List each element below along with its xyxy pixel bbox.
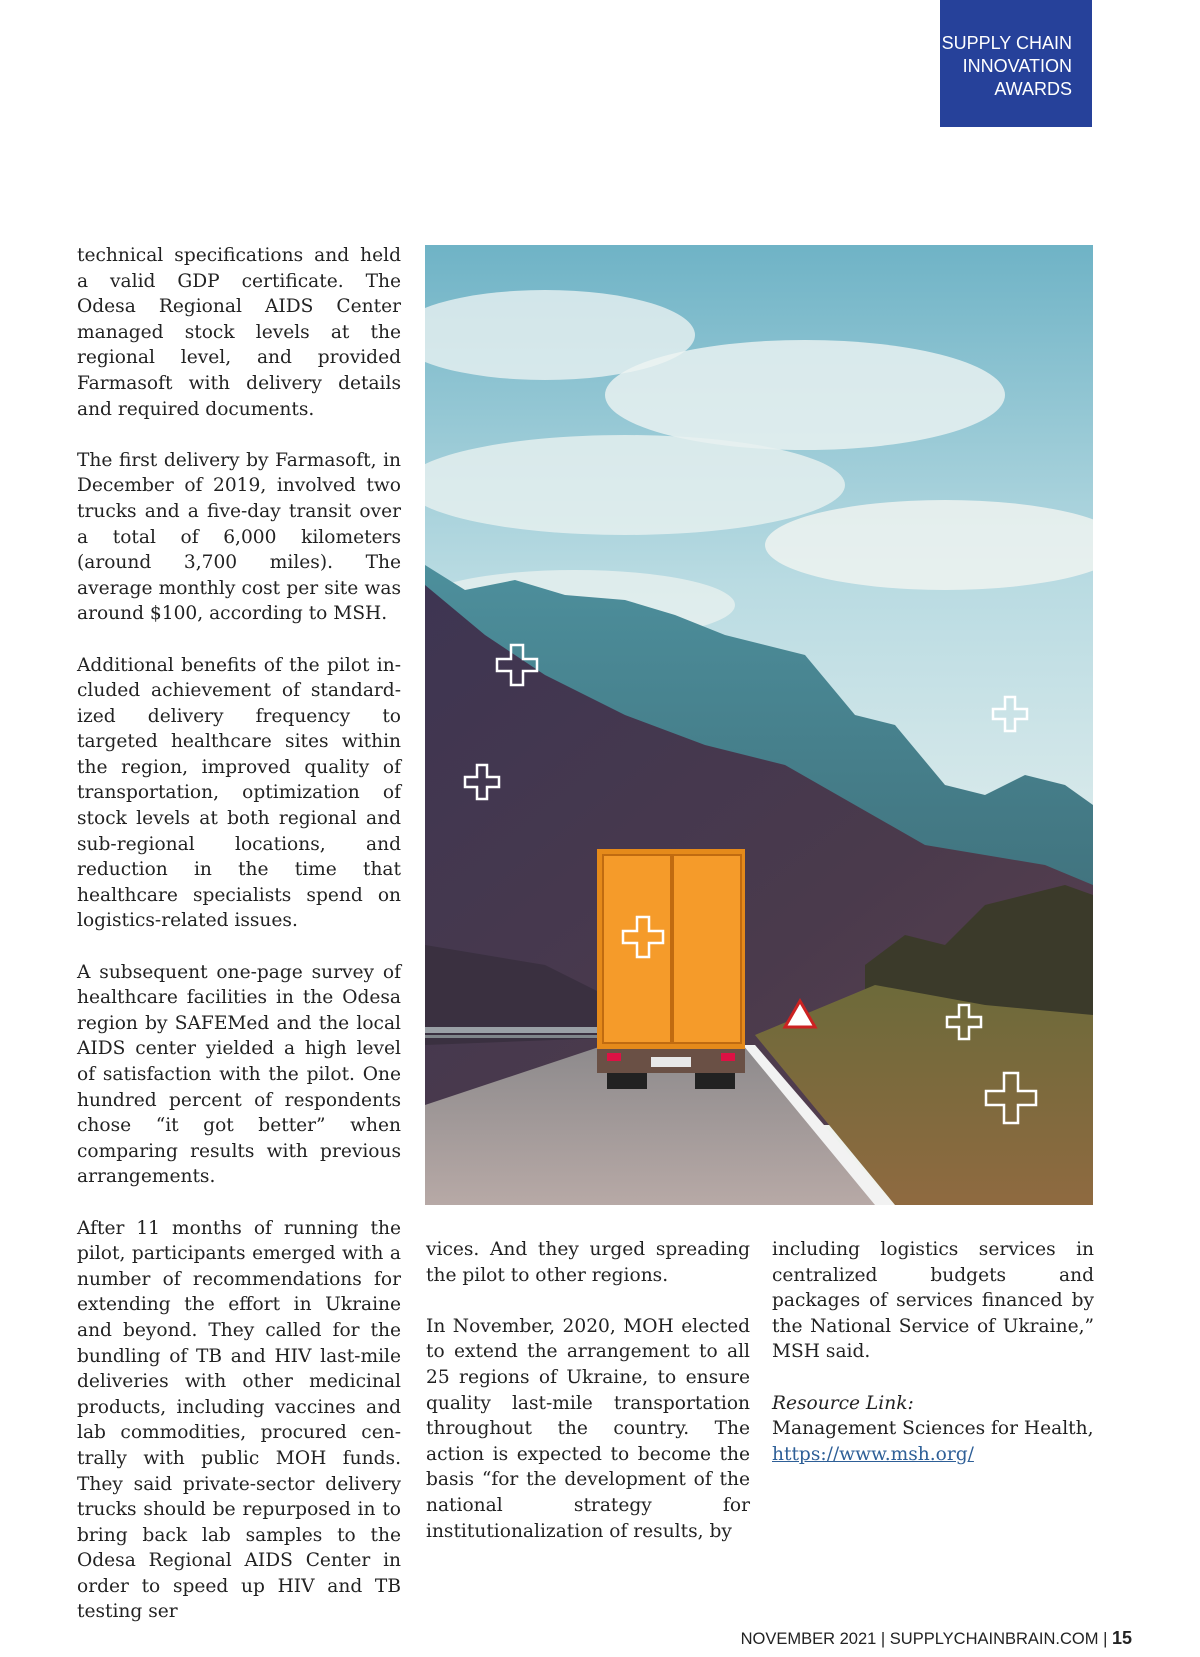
text-column-3	[772, 1237, 1094, 1467]
resource-org: Management Sciences for Health,	[772, 1418, 1094, 1440]
paragraph: including logistics services in centralized budgets and packages of services financed by the National Service of Ukraine,” MSH said.	[772, 1239, 1094, 1363]
section-tab-line2: INNOVATION	[962, 56, 1072, 76]
truck-photo	[425, 245, 1093, 1205]
paragraph: After 11 months of running the pilot, participants emerged with a number of recommendations for extending the effort in Ukraine and beyond. They called for the bundling of TB and HIV last-mile deliveries with other medicinal products, including vaccines and lab commodities, procured centrally with public MOH funds. They said private-sector delivery trucks should be repurposed in to bring back lab samples to the Odesa Regional AIDS Center in order to speed up HIV and TB testing ser	[77, 1217, 401, 1623]
section-tab-line3: AWARDS	[994, 79, 1072, 99]
paragraph: A subsequent one-page survey of healthcare facilities in the Odesa region by SAFEMed and the local AIDS center yielded a high level of satisfaction with the pilot. One hundred percent of respondents chose “it got better” when comparing results with previous arrangements.	[77, 961, 401, 1188]
resource-link[interactable]: https://www.msh.org/	[772, 1443, 974, 1465]
resource-block	[772, 1391, 1094, 1468]
paragraph: Additional benefits of the pilot included achievement of standardized delivery frequency to targeted healthcare sites within the region, improved quality of transportation, optimization of stock levels at both regional and sub-regional locations, and reduction in the time that healthcare specialists spend on logistics-related issues.	[77, 654, 401, 932]
section-tab-line1: SUPPLY CHAIN	[941, 33, 1072, 53]
text-column-1	[77, 243, 401, 1625]
paragraph: vices. And they urged spreading the pilot to other regions.	[426, 1239, 750, 1286]
text-column-2	[426, 1237, 750, 1544]
page-number: 15	[1111, 1628, 1132, 1648]
section-tab	[940, 0, 1092, 127]
paragraph: The first delivery by Farmasoft, in December of 2019, involved two trucks and a five-day transit over a total of 6,000 kilometers (around 3,700 miles). The average monthly cost per site was around $100, according to MSH.	[77, 449, 401, 625]
resource-label: Resource Link:	[772, 1392, 914, 1414]
paragraph: technical specifications and held a valid GDP certificate. The Odesa Regional AIDS Center managed stock levels at the regional level, and provided Farmasoft with delivery details and required documents.	[77, 245, 401, 420]
page-footer	[532, 1627, 1132, 1649]
paragraph: In November, 2020, MOH elected to extend the arrangement to all 25 regions of Ukraine, to ensure quality last-mile transportation throughout the country. The action is expected to become the basis “for the development of the national strategy for institutionalization of results, by	[426, 1315, 750, 1542]
footer-issue: NOVEMBER 2021 | SUPPLYCHAINBRAIN.COM |	[740, 1630, 1108, 1648]
